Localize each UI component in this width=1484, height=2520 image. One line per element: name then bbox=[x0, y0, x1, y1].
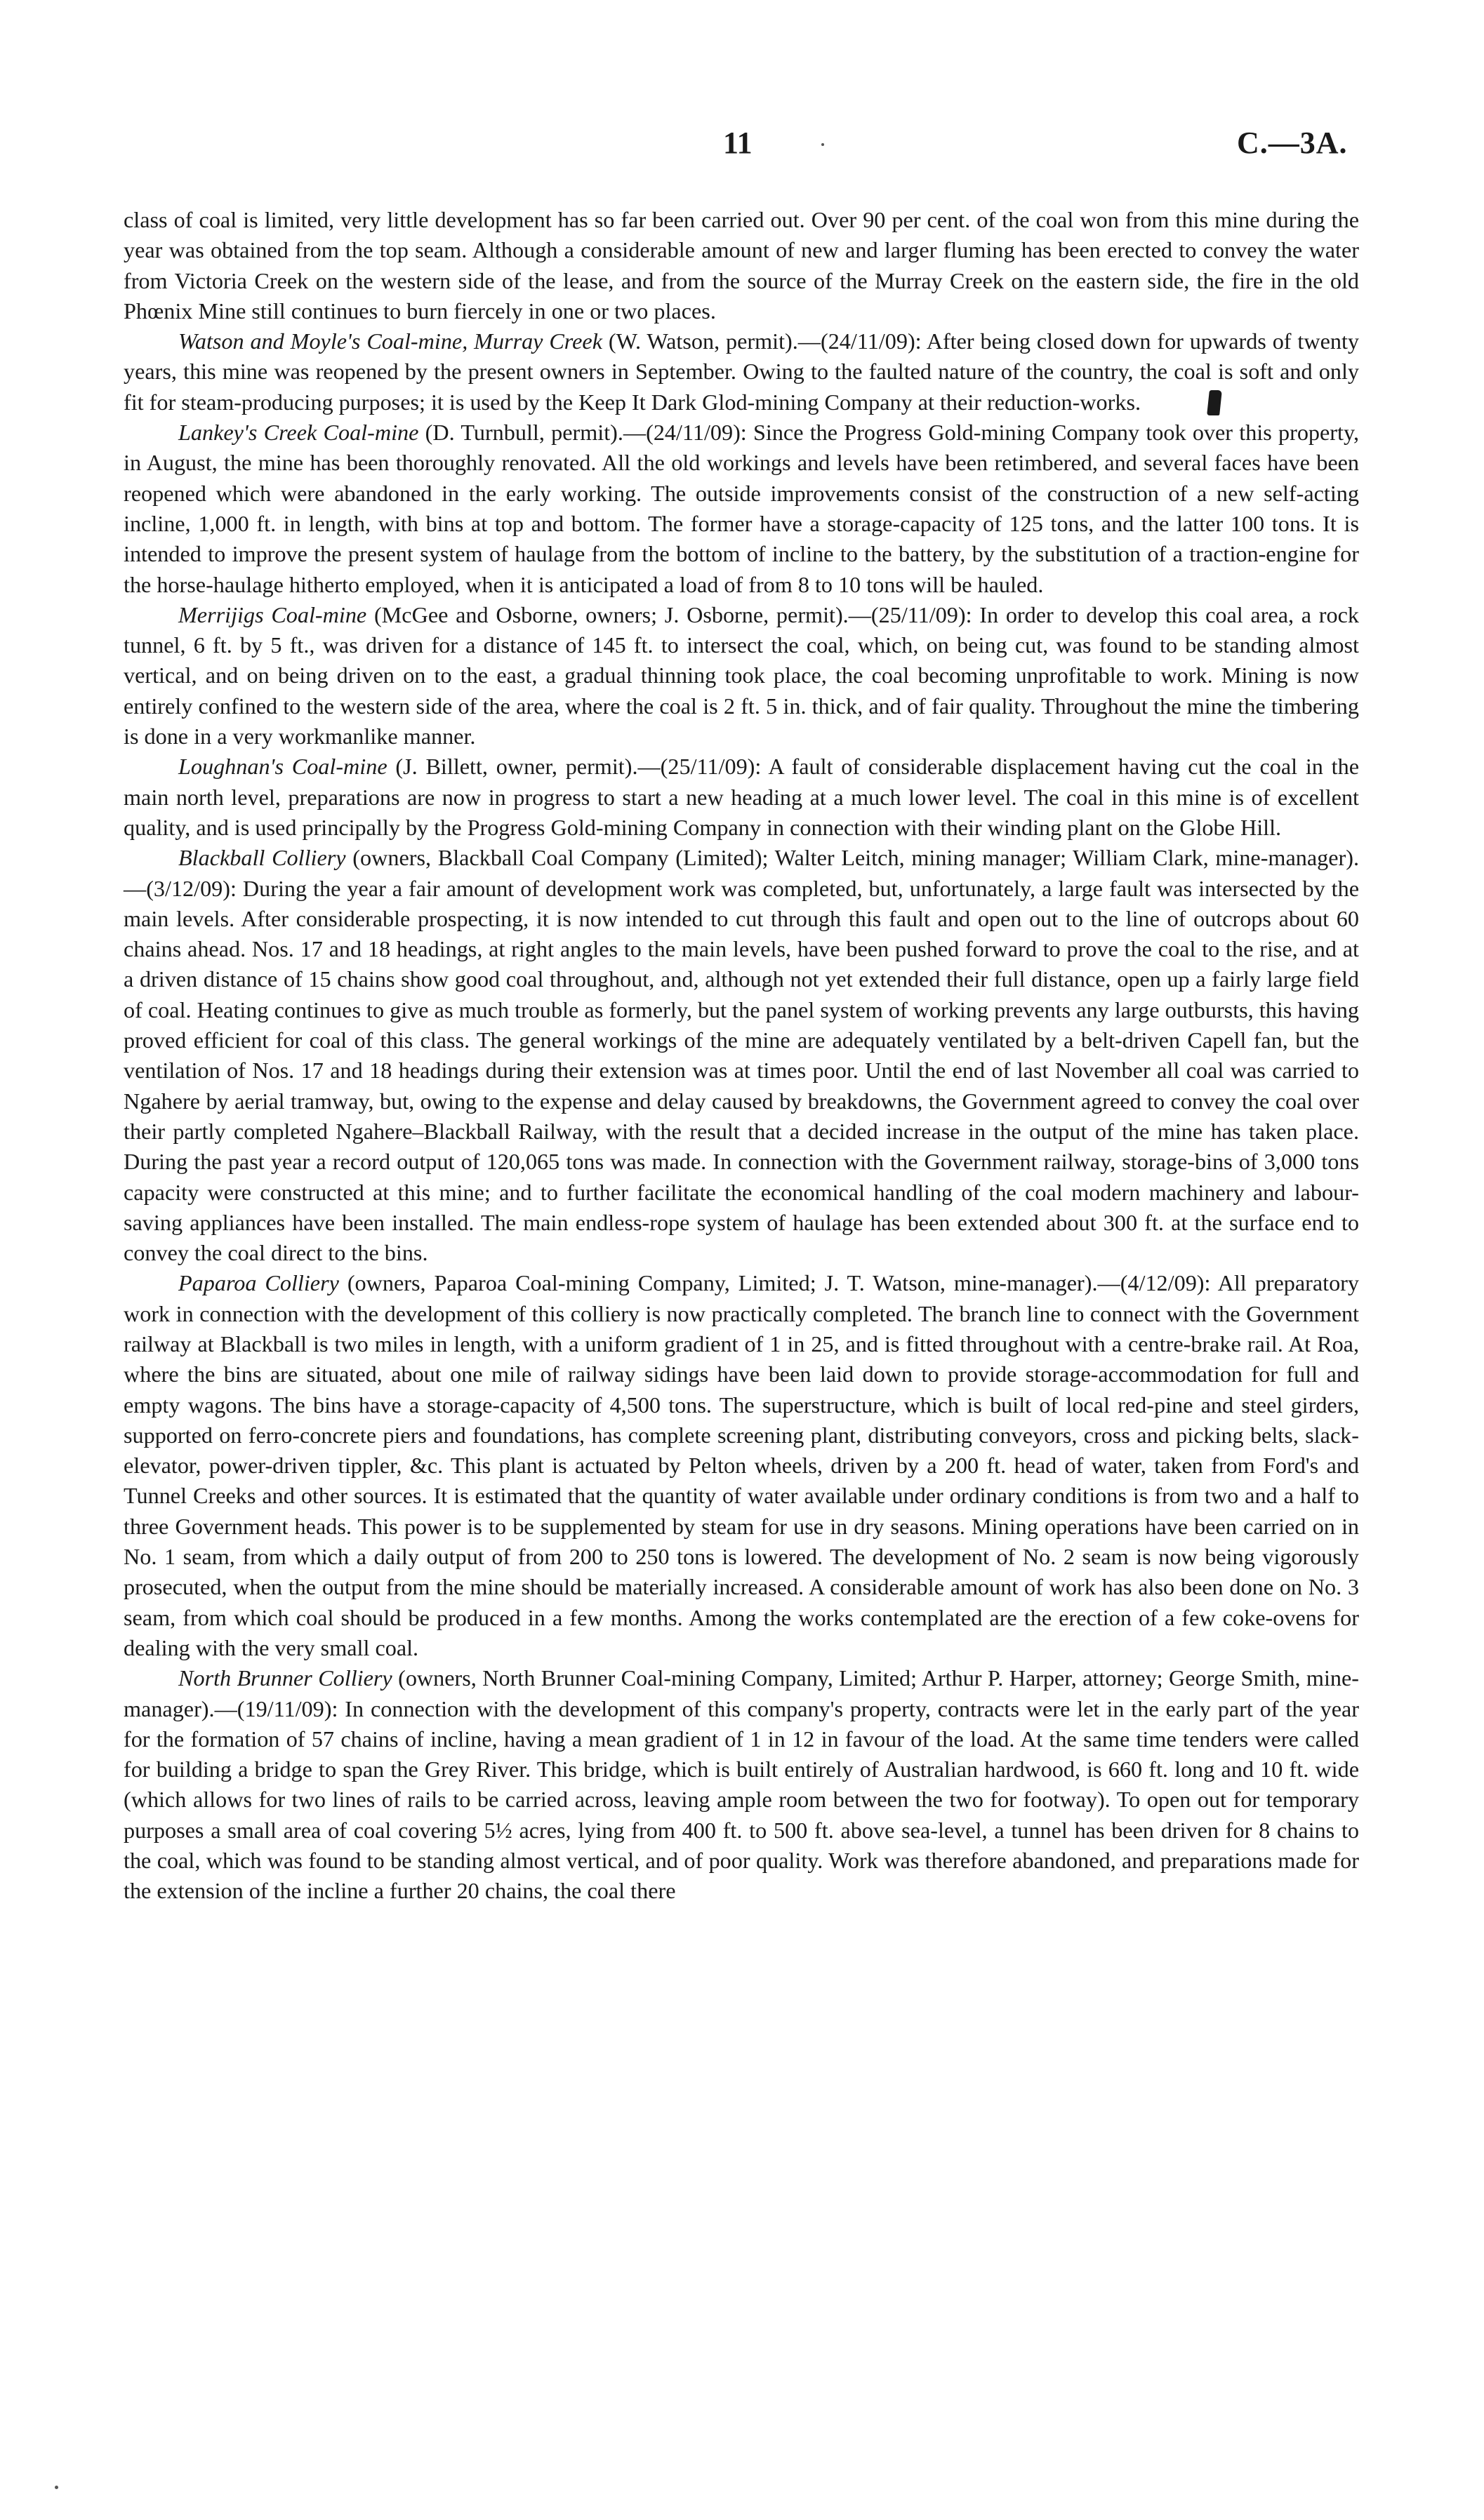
mine-title: Watson and Moyle's Coal-mine, Murray Creek bbox=[178, 328, 602, 354]
page-header bbox=[0, 125, 1484, 167]
paragraph-text: (owners, Blackball Coal Company (Limited); Walter Leitch, mining manager; William Clark, mine-manager).—(3/12/09): During the year a fair amount of development work was completed, but, unfortunately, a large fault was intersected by the main levels. After considerable prospecting, it is now intended to cut through this fault and open out to the line of outcrops about 60 chains ahead. Nos. 17 and 18 headings, at right angles to the main levels, have been pushed forward to prove the coal to the rise, and at a driven distance of 15 chains show good coal throughout, and, although not yet extended their full distance, open up a fairly large field of coal. Heating continues to give as much trouble as formerly, but the panel system of working prevents any large outbursts, this having proved efficient for coal of this class. The general workings of the mine are adequately ventilated by a belt-driven Capell fan, but the ventilation of Nos. 17 and 18 headings during their extension was at times poor. Until the end of last November all coal was carried to Ngahere by aerial tramway, but, owing to the expense and delay caused by breakdowns, the Government agreed to convey the coal over their partly completed Ngahere–Blackball Railway, with the result that a decided increase in the output of the mine has taken place. During the past year a record output of 120,065 tons was made. In connection with the Government railway, storage-bins of 3,000 tons capacity were constructed at this mine; and to further facilitate the economical handling of the coal modern machinery and labour-saving appliances have been installed. The main endless-rope system of haulage has been extended about 300 ft. at the surface end to convey the coal direct to the bins. bbox=[124, 845, 1359, 1266]
paragraph-north-brunner-colliery bbox=[124, 1663, 1359, 1906]
paragraph-lankeys-creek-coal-mine bbox=[124, 418, 1359, 600]
document-reference: C.—3A. bbox=[1237, 126, 1348, 160]
paragraph-text: (McGee and Osborne, owners; J. Osborne, permit).—(25/11/09): In order to develop this coal area, a rock tunnel, 6 ft. by 5 ft., was driven for a distance of 145 ft. to intersect the coal, which, on being cut, was found to be standing almost vertical, and on being driven on to the east, a gradual thinning took place, the coal becoming unprofitable to work. Mining is now entirely confined to the western side of the area, where the coal is 2 ft. 5 in. thick, and of fair quality. Throughout the mine the timbering is done in a very workmanlike manner. bbox=[124, 601, 1359, 749]
paragraph-paparoa-colliery bbox=[124, 1268, 1359, 1663]
body-text bbox=[124, 205, 1359, 1907]
mine-title: Merrijigs Coal-mine bbox=[178, 601, 367, 627]
paragraph-blackball-colliery bbox=[124, 843, 1359, 1268]
mine-title: North Brunner Colliery bbox=[178, 1665, 392, 1691]
mine-title: Lankey's Creek Coal-mine bbox=[178, 420, 419, 446]
page-number: 11 bbox=[723, 126, 753, 160]
paragraph-text: (W. Watson, permit).—(24/11/09): After being closed down for upwards of twenty years, this mine was reopened by the present owners in September. Owing to the faulted nature of the country, the coal is soft and only fit for steam-producing purposes; it is used by the Keep It Dark Glod-mining Company at their reduction-works. bbox=[124, 328, 1359, 415]
ink-blot-mark bbox=[1207, 390, 1222, 415]
paragraph-text: class of coal is limited, very little development has so far been carried out. Over 90 per cent. of the coal won from this mine during the year was obtained from the top seam. Although a considerable amount of new and larger fluming has been erected to convey the water from Victoria Creek on the western side of the lease, and from the source of the Murray Creek on the eastern side, the fire in the old Phœnix Mine still continues to burn fiercely in one or two places. bbox=[124, 207, 1359, 324]
paragraph-watson-moyle-coal-mine bbox=[124, 326, 1359, 418]
scan-speck bbox=[55, 2486, 58, 2489]
paragraph-text: (owners, Paparoa Coal-mining Company, Limited; J. T. Watson, mine-manager).—(4/12/09): All preparatory work in connection with the development of this colliery is now practically completed. The branch line to connect with the Government railway at Blackball is two miles in length, with a uniform gradient of 1 in 25, and is fitted throughout with a centre-brake rail. At Roa, where the bins are situated, about one mile of railway sidings have been laid down to provide storage-accommodation for full and empty wagons. The bins have a storage-capacity of 4,500 tons. The superstructure, which is built of local red-pine and steel girders, supported on ferro-concrete piers and foundations, has complete screening plant, distributing conveyors, cross and picking belts, slack-elevator, power-driven tippler, &c. This plant is actuated by Pelton wheels, driven by a 200 ft. head of water, taken from Ford's and Tunnel Creeks and other sources. It is estimated that the quantity of water available under ordinary conditions is from two and a half to three Government heads. This power is to be supplemented by steam for use in dry seasons. Mining operations have been carried on in No. 1 seam, from which a daily output of from 200 to 250 tons is lowered. The development of No. 2 seam is now being vigorously prosecuted, when the output from the mine should be materially increased. A considerable amount of work has also been done on No. 3 seam, from which coal should be produced in a few months. Among the works contemplated are the erection of a few coke-ovens for dealing with the very small coal. bbox=[124, 1270, 1359, 1660]
paragraph-text: (J. Billett, owner, permit).—(25/11/09): A fault of considerable displacement having cut the coal in the main north level, preparations are now in progress to start a new heading at a much lower level. The coal in this mine is of excellent quality, and is used principally by the Progress Gold-mining Company in connection with their winding plant on the Globe Hill. bbox=[124, 754, 1359, 840]
paragraph-continued-coal-class bbox=[124, 205, 1359, 326]
mine-title: Paparoa Colliery bbox=[178, 1270, 339, 1296]
scan-speck bbox=[821, 143, 824, 146]
paragraph-merrijigs-coal-mine bbox=[124, 600, 1359, 752]
paragraph-text: (D. Turnbull, permit).—(24/11/09): Since the Progress Gold-mining Company took over this property, in August, the mine has been thoroughly renovated. All the old workings and levels have been retimbered, and several faces have been reopened which were abandoned in the early working. The outside improvements consist of the construction of a new self-acting incline, 1,000 ft. in length, with bins at top and bottom. The former have a storage-capacity of 125 tons, and the latter 100 tons. It is intended to improve the present system of haulage from the bottom of incline to the battery, by the substitution of a traction-engine for the horse-haulage hitherto employed, when it is anticipated a load of from 8 to 10 tons will be hauled. bbox=[124, 420, 1360, 597]
mine-title: Blackball Colliery bbox=[178, 845, 346, 871]
paragraph-loughnans-coal-mine bbox=[124, 752, 1359, 843]
mine-title: Loughnan's Coal-mine bbox=[178, 754, 387, 780]
paragraph-text: (owners, North Brunner Coal-mining Company, Limited; Arthur P. Harper, attorney; George Smith, mine-manager).—(19/11/09): In connection with the development of this company's property, contracts were let in the early part of the year for the formation of 57 chains of incline, having a mean gradient of 1 in 12 in favour of the load. At the same time tenders were called for building a bridge to span the Grey River. This bridge, which is built entirely of Australian hardwood, is 660 ft. long and 10 ft. wide (which allows for two lines of rails to be carried across, leaving ample room between the two for footway). To open out for temporary purposes a small area of coal covering 5½ acres, lying from 400 ft. to 500 ft. above sea-level, a tunnel has been driven for 8 chains to the coal, which was found to be standing almost vertical, and of poor quality. Work was therefore abandoned, and preparations made for the extension of the incline a further 20 chains, the coal there bbox=[124, 1665, 1359, 1904]
